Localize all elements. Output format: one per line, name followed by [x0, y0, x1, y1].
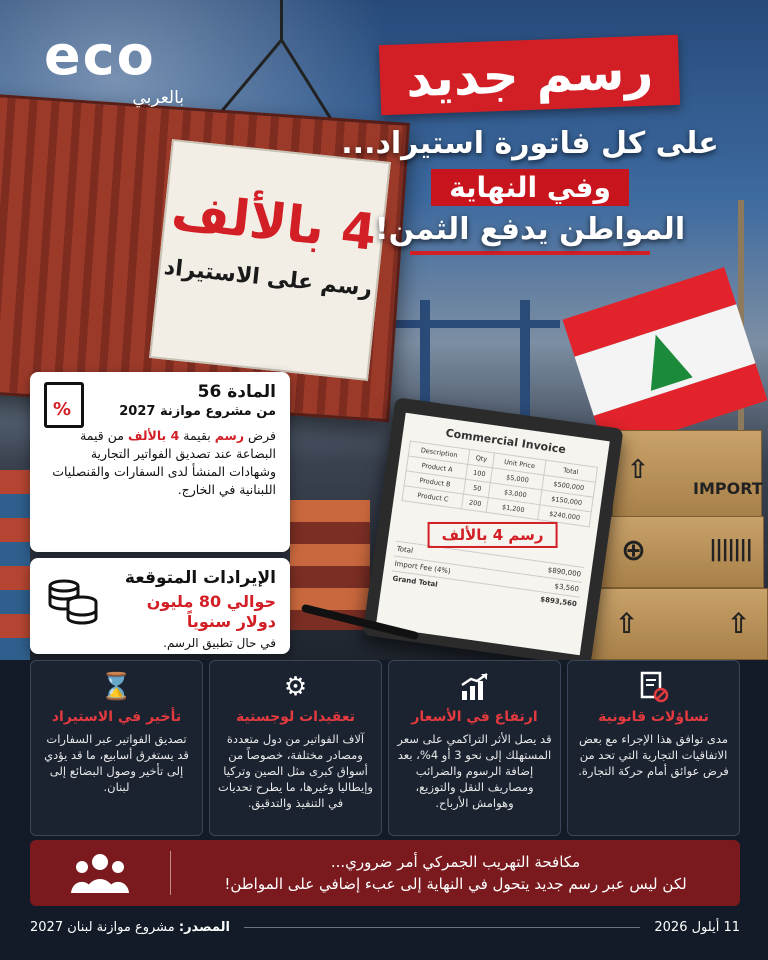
import-label: IMPORT [693, 479, 763, 498]
table-cell: $5,000 [491, 468, 544, 490]
footer [30, 912, 740, 942]
headline-line3: وفي النهاية [431, 169, 629, 206]
headline-underline [410, 251, 650, 255]
barcode-icon: ||||||| [709, 537, 752, 562]
article-body-highlight: رسم [214, 428, 245, 443]
article-body-text: من قيمة البضاعة عند تصديق الفواتير التجارية وشهادات المنشأ لدى السفارات والقنصليات اللبنانية في الخارج. [52, 428, 276, 497]
revenue-note: في حال تطبيق الرسم. [163, 636, 276, 650]
info-box-title: تساؤلات قانونية [598, 709, 709, 725]
total-label: Total [396, 544, 414, 556]
arrow-up-icon: ⇧ [615, 607, 639, 640]
table-cell: 200 [462, 494, 489, 512]
footer-source [30, 920, 230, 935]
legal-doc-icon [576, 671, 731, 703]
table-cell: Product B [404, 471, 466, 494]
info-box-logistics [209, 660, 382, 836]
revenue-card [30, 558, 290, 654]
table-cell: $150,000 [540, 490, 593, 512]
invoice-header: Description [408, 441, 470, 464]
info-box-body: آلاف الفواتير من دول متعددة ومصادر مختلفة، خصوصاً من أسواق كبرى مثل الصين وتركيا وإيطاليا وغيرها، ما يطرح تحديات في التنفيذ والتدقيق. [218, 732, 373, 810]
article-body-highlight: 4 بالألف [127, 428, 180, 443]
banner-text [171, 851, 740, 895]
chart-up-icon [397, 671, 552, 703]
table-cell: Product C [402, 486, 464, 509]
info-box-body: مدى توافق هذا الإجراء مع بعض الاتفاقيات التجارية التي تحد من فرض عوائق أمام حركة التجارة. [578, 732, 729, 778]
banner-line2: لكن ليس عبر رسم جديد يتحول في النهاية إلى عبء إضافي على المواطن! [224, 875, 687, 893]
hourglass-icon: ⌛ [100, 672, 133, 702]
globe-icon: ⊕ [621, 533, 647, 568]
crane-cable [280, 0, 283, 40]
revenue-title: الإيرادات المتوقعة [124, 568, 276, 588]
grand-label: Grand Total [391, 574, 439, 589]
article-subtitle: من مشروع موازنة 2027 [119, 404, 276, 419]
gear-icon: ⚙ [283, 672, 308, 702]
headline-line2: على كل فاتورة استيراد... [341, 126, 719, 161]
logo-sub: بالعربي [132, 88, 184, 108]
headline-line4: المواطن يدفع الثمن! [374, 212, 686, 247]
people-group-icon [30, 851, 170, 895]
source-label: المصدر: [178, 919, 230, 935]
sign-rate: 4 بالألف [168, 182, 380, 262]
info-box-prices [388, 660, 561, 836]
footer-date: 11 أيلول 2026 [654, 919, 740, 935]
coins-icon [44, 572, 100, 628]
article-body-text: فرض [244, 428, 276, 443]
conclusion-banner [30, 840, 740, 906]
article-body [44, 427, 276, 499]
table-cell: $500,000 [542, 475, 595, 497]
info-boxes [30, 660, 740, 836]
arrow-up-icon: ⇧ [727, 607, 751, 640]
info-box-title: تأخير في الاستيراد [51, 709, 182, 725]
cardboard-box [580, 588, 768, 660]
grand-value: $893,560 [539, 595, 578, 609]
article-card [30, 372, 290, 552]
info-box-body: تصديق الفواتير عبر السفارات قد يستغرق أسابيع، ما قد يؤدي إلى تأخير وصول البضائع إلى لبنان. [44, 732, 189, 794]
fee-label: Import Fee (4%) [394, 559, 452, 576]
container-stack [0, 470, 30, 660]
banner-line1: مكافحة التهريب الجمركي أمر ضروري... [330, 853, 581, 871]
fee-stamp: رسم 4 بالألف [428, 522, 558, 548]
fragile-icon: ⇧ [627, 455, 649, 485]
info-box-title: ارتفاع في الأسعار [411, 709, 538, 725]
revenue-value: حوالي 80 مليون دولار سنوياً [146, 592, 276, 631]
article-title: المادة 56 [197, 382, 276, 402]
total-value: $890,000 [547, 566, 582, 579]
invoice-clipboard [362, 397, 623, 660]
table-cell: 50 [464, 479, 491, 497]
footer-divider [244, 927, 640, 928]
table-cell: $3,000 [489, 483, 542, 505]
info-box-legal [567, 660, 740, 836]
invoice-header: Total [544, 460, 597, 482]
info-box-delay [30, 660, 203, 836]
source-value: مشروع موازنة لبنان 2027 [30, 919, 179, 935]
article-body-text: بقيمة [179, 428, 215, 443]
fee-value: $3,560 [554, 582, 580, 594]
table-cell: Product A [406, 456, 468, 479]
eco-logo [44, 26, 194, 116]
banner-divider [170, 851, 171, 895]
info-box-title: تعقيدات لوجستية [235, 709, 356, 725]
logo-main: eco [44, 24, 156, 87]
table-cell: $1,200 [487, 498, 540, 520]
commercial-invoice [376, 413, 610, 656]
percent-document-icon: % [44, 382, 84, 428]
headline-main: رسم جديد [379, 35, 680, 115]
invoice-header: Unit Price [493, 453, 546, 475]
table-cell: $240,000 [538, 505, 591, 527]
invoice-header: Qty [468, 450, 495, 468]
invoice-title: Commercial Invoice [444, 426, 567, 457]
table-cell: 100 [466, 464, 493, 482]
headline [310, 40, 750, 255]
sign-caption: رسم على الاستيراد [162, 255, 374, 302]
cardboard-box [598, 516, 764, 588]
cardboard-box [612, 430, 762, 520]
info-box-body: قد يصل الأثر التراكمي على سعر المستهلك إلى نحو 3 أو 4%، بعد إضافة الرسوم والضرائب ومصاريف النقل والتوزيع، وهوامش الأرباح. [397, 732, 552, 810]
